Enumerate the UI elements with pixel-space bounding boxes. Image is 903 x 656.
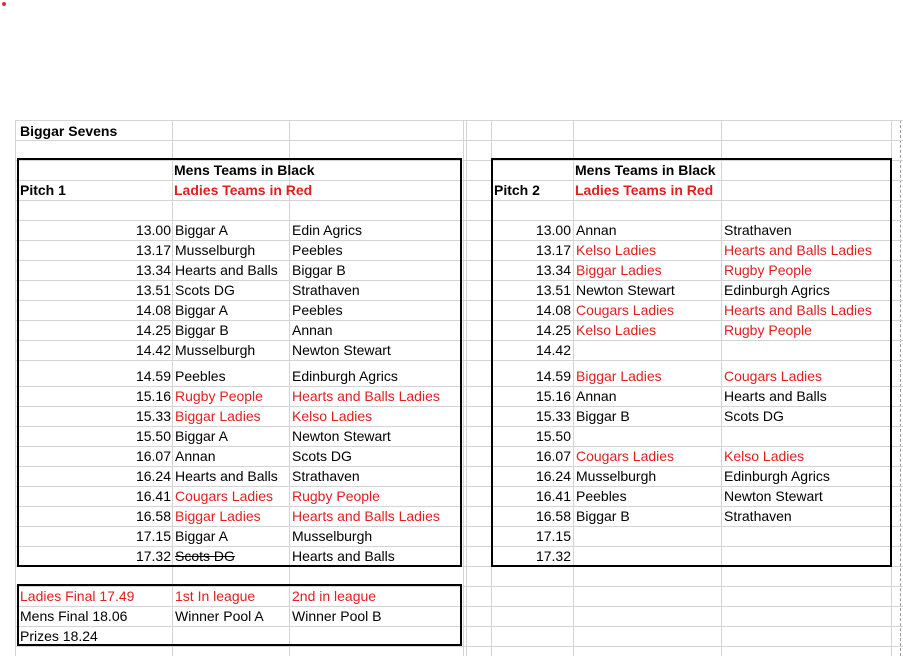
pitch1-home-team: Peebles [175, 368, 226, 384]
spreadsheet [15, 120, 903, 656]
pitch1-away-team: Hearts and Balls Ladies [292, 508, 440, 524]
pitch2-time: 13.00 [535, 222, 571, 238]
pitch1-away-team: Biggar B [292, 262, 346, 278]
pitch1-away-team: Peebles [292, 302, 343, 318]
pitch1-away-team: Newton Stewart [292, 342, 391, 358]
pitch1-time: 16.41 [135, 488, 171, 504]
pitch2-label: Pitch 2 [494, 182, 540, 198]
pitch1-away-team: Kelso Ladies [292, 408, 373, 424]
pitch2-home-team: Biggar B [576, 408, 630, 424]
pitch2-away-team: Scots DG [724, 408, 784, 424]
pitch1-home-team: Biggar A [175, 428, 228, 444]
pitch2-away-team: Cougars Ladies [724, 368, 823, 384]
pitch1-home-team: Musselburgh [175, 342, 256, 358]
red-dot-marker [2, 2, 6, 6]
pitch2-home-team: Annan [576, 222, 617, 238]
pitch1-away-team: Newton Stewart [292, 428, 391, 444]
pitch2-time: 15.50 [535, 428, 571, 444]
pitch1-home-team: Biggar A [175, 528, 228, 544]
final-team-b: Winner Pool B [292, 608, 382, 624]
pitch1-label: Pitch 1 [20, 182, 66, 198]
pitch1-home-team: Musselburgh [175, 242, 256, 258]
pitch1-home-team: Biggar A [175, 302, 228, 318]
pitch1-away-team: Scots DG [292, 448, 352, 464]
pitch2-time: 16.58 [535, 508, 571, 524]
pitch1-time: 13.00 [135, 222, 171, 238]
pitch2-home-team: Biggar Ladies [576, 262, 662, 278]
pitch2-time: 14.59 [535, 368, 571, 384]
pitch1-time: 14.25 [135, 322, 171, 338]
pitch1-time: 16.07 [135, 448, 171, 464]
pitch1-away-team: Musselburgh [292, 528, 373, 544]
pitch1-home-team: Annan [175, 448, 216, 464]
pitch1-away-team: Hearts and Balls Ladies [292, 388, 440, 404]
pitch2-time: 14.08 [535, 302, 571, 318]
pitch1-away-team: Strathaven [292, 282, 360, 298]
pitch2-home-team: Annan [576, 388, 617, 404]
pitch2-time: 13.34 [535, 262, 571, 278]
sheet-title: Biggar Sevens [20, 123, 118, 139]
pitch2-time: 16.24 [535, 468, 571, 484]
pitch2-away-team: Strathaven [724, 222, 792, 238]
pitch2-away-team: Rugby People [724, 322, 812, 338]
pitch1-time: 14.59 [135, 368, 171, 384]
pitch2-home-team: Biggar Ladies [576, 368, 662, 384]
pitch1-away-team: Edin Agrics [292, 222, 363, 238]
pitch1-time: 17.15 [135, 528, 171, 544]
final-team-a: 1st In league [175, 588, 256, 604]
final-label: Ladies Final 17.49 [20, 588, 135, 604]
pitch1-away-team: Hearts and Balls [292, 548, 395, 564]
pitch2-home-team: Cougars Ladies [576, 302, 675, 318]
pitch1-home-team: Rugby People [175, 388, 263, 404]
pitch1-time: 14.08 [135, 302, 171, 318]
pitch1-time: 15.33 [135, 408, 171, 424]
pitch1-legend-men: Mens Teams in Black [174, 162, 315, 178]
pitch2-time: 15.16 [535, 388, 571, 404]
pitch1-time: 16.58 [135, 508, 171, 524]
pitch2-home-team: Kelso Ladies [576, 242, 657, 258]
pitch2-time: 13.17 [535, 242, 571, 258]
pitch2-time: 17.32 [535, 548, 571, 564]
pitch1-time: 13.51 [135, 282, 171, 298]
pitch2-time: 17.15 [535, 528, 571, 544]
pitch2-legend-ladies: Ladies Teams in Red [575, 182, 714, 198]
pitch1-time: 13.34 [135, 262, 171, 278]
pitch1-home-team: Cougars Ladies [175, 488, 274, 504]
pitch1-time: 17.32 [135, 548, 171, 564]
pitch2-home-team: Kelso Ladies [576, 322, 657, 338]
pitch1-home-team: Hearts and Balls [175, 468, 278, 484]
pitch1-time: 15.16 [135, 388, 171, 404]
pitch1-home-team: Scots DG [175, 548, 235, 564]
pitch1-time: 14.42 [135, 342, 171, 358]
pitch1-away-team: Edinburgh Agrics [292, 368, 398, 384]
pitch2-time: 14.42 [535, 342, 571, 358]
pitch2-away-team: Newton Stewart [724, 488, 823, 504]
pitch2-away-team: Kelso Ladies [724, 448, 805, 464]
pitch1-home-team: Biggar Ladies [175, 508, 261, 524]
pitch1-legend-ladies: Ladies Teams in Red [174, 182, 313, 198]
pitch1-time: 13.17 [135, 242, 171, 258]
pitch2-away-team: Hearts and Balls [724, 388, 827, 404]
pitch1-time: 16.24 [135, 468, 171, 484]
pitch2-away-team: Hearts and Balls Ladies [724, 302, 872, 318]
pitch1-home-team: Hearts and Balls [175, 262, 278, 278]
pitch1-away-team: Peebles [292, 242, 343, 258]
pitch1-home-team: Biggar Ladies [175, 408, 261, 424]
pitch2-time: 13.51 [535, 282, 571, 298]
pitch2-away-team: Rugby People [724, 262, 812, 278]
pitch2-home-team: Musselburgh [576, 468, 657, 484]
final-label: Mens Final 18.06 [20, 608, 128, 624]
pitch1-home-team: Biggar A [175, 222, 228, 238]
pitch2-away-team: Edinburgh Agrics [724, 468, 830, 484]
pitch2-home-team: Peebles [576, 488, 627, 504]
pitch1-away-team: Annan [292, 322, 333, 338]
final-team-a: Winner Pool A [175, 608, 264, 624]
pitch2-legend-men: Mens Teams in Black [575, 162, 716, 178]
pitch2-time: 15.33 [535, 408, 571, 424]
pitch1-away-team: Strathaven [292, 468, 360, 484]
pitch1-away-team: Rugby People [292, 488, 380, 504]
pitch2-time: 16.07 [535, 448, 571, 464]
final-team-b: 2nd in league [292, 588, 377, 604]
pitch2-time: 14.25 [535, 322, 571, 338]
pitch2-away-team: Edinburgh Agrics [724, 282, 830, 298]
pitch2-home-team: Newton Stewart [576, 282, 675, 298]
pitch1-home-team: Scots DG [175, 282, 235, 298]
pitch1-time: 15.50 [135, 428, 171, 444]
pitch2-home-team: Cougars Ladies [576, 448, 675, 464]
pitch2-home-team: Biggar B [576, 508, 630, 524]
final-label: Prizes 18.24 [20, 628, 98, 644]
pitch2-away-team: Strathaven [724, 508, 792, 524]
pitch1-home-team: Biggar B [175, 322, 229, 338]
pitch2-away-team: Hearts and Balls Ladies [724, 242, 872, 258]
pitch2-time: 16.41 [535, 488, 571, 504]
